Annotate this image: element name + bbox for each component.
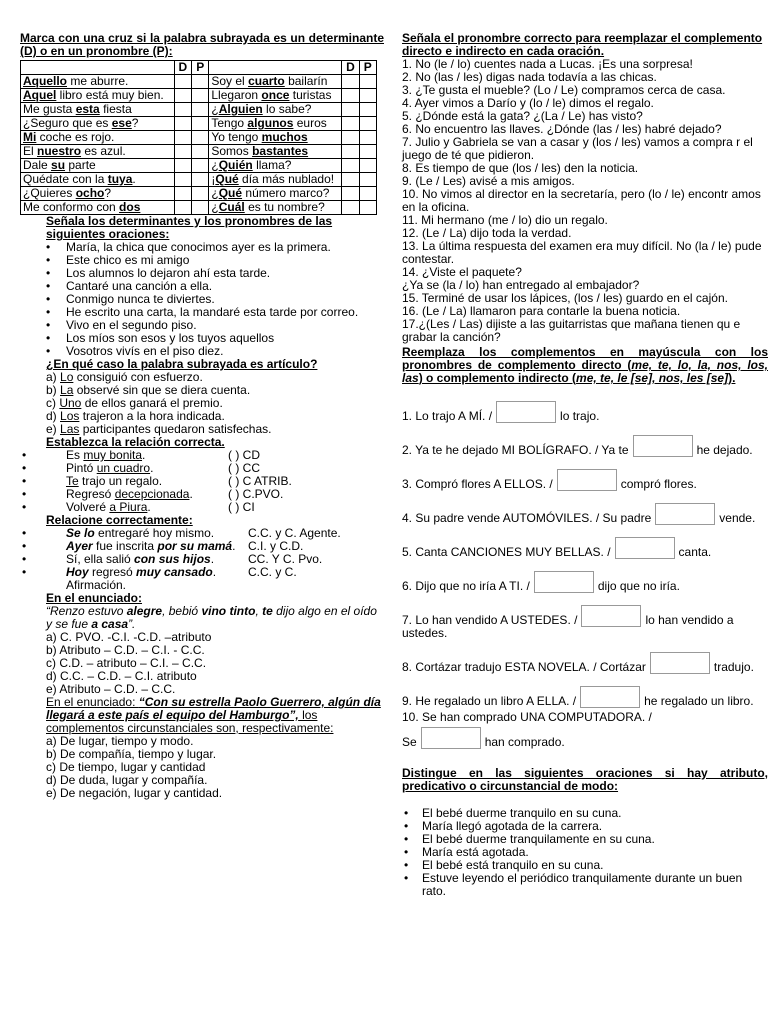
checkbox-d[interactable] <box>342 201 359 215</box>
replace-item: 5. Canta CANCIONES MUY BELLAS. / canta. <box>402 527 768 559</box>
checkbox-p[interactable] <box>359 75 376 89</box>
checkbox-p[interactable] <box>192 89 209 103</box>
match-row <box>20 566 384 579</box>
table-row <box>21 89 377 103</box>
checkbox-p[interactable] <box>359 159 376 173</box>
match-sentence: • Hoy regresó muy cansado. <box>22 565 217 579</box>
relation-sentence: • Volveré a Piura. <box>22 500 151 514</box>
checkbox-d[interactable] <box>342 89 359 103</box>
replace-item: 1. Lo trajo A MÍ. / lo trajo. <box>402 391 768 423</box>
checkbox-p[interactable] <box>192 173 209 187</box>
section-title-identify: Señala los determinantes y los pronombres de las siguientes oraciones: <box>46 214 333 241</box>
match-extra: Afirmación. <box>66 578 127 592</box>
answer-option: b) De compañía, tiempo y lugar. <box>46 747 217 761</box>
cell-sentence-a: Aquello me aburre. <box>21 75 175 89</box>
answer-option: a) C. PVO. -C.I. -C.D. –atributo <box>46 630 212 644</box>
list-item: • He escrito una carta, la mandaré esta tarde por correo. <box>20 306 384 319</box>
cell-sentence-a: Dale su parte <box>21 159 175 173</box>
exercise-item: 13. La última respuesta del examen era muy difícil. No (la / le) pude contestar. <box>402 239 762 266</box>
checkbox-d[interactable] <box>174 159 191 173</box>
list-item: • Vivo en el segundo piso. <box>20 319 384 332</box>
checkbox-p[interactable] <box>359 201 376 215</box>
relation-row <box>20 501 384 514</box>
exercise-item: 8. Es tiempo de que (los / les) den la noticia. <box>402 161 639 175</box>
answer-box[interactable] <box>496 401 556 423</box>
col-d-header: D <box>174 61 191 75</box>
checkbox-p[interactable] <box>192 103 209 117</box>
match-option: CC. Y C. Pvo. <box>248 552 323 566</box>
exercise-item: 7. Julio y Gabriela se van a casar y (los / les) vamos a compra r el juego de té que pidieron. <box>402 135 753 162</box>
cell-sentence-b: Tengo algunos euros <box>209 117 342 131</box>
checkbox-p[interactable] <box>359 173 376 187</box>
cell-sentence-b: ¿Quién llama? <box>209 159 342 173</box>
section-title-relation: Establezca la relación correcta. <box>46 435 225 449</box>
table-row <box>21 187 377 201</box>
checkbox-d[interactable] <box>174 131 191 145</box>
section-title-enunciado: En el enunciado: <box>46 591 143 605</box>
cell-sentence-b: ¡Qué día más nublado! <box>209 173 342 187</box>
right-column <box>402 32 768 898</box>
replace-item: 2. Ya te he dejado MI BOLÍGRAFO. / Ya te he dejado. <box>402 425 768 457</box>
list-item: • El bebé duerme tranquilo en su cuna. <box>402 807 768 820</box>
exercise-item: 17.¿(Les / Las) dijiste a las guitarristas que mañana tienen qu e grabar la canción? <box>402 317 741 344</box>
checkbox-d[interactable] <box>342 145 359 159</box>
checkbox-p[interactable] <box>192 117 209 131</box>
article-option: c) Uno de ellos ganará el premio. <box>46 396 223 410</box>
relation-sentence: • Es muy bonita. <box>22 448 146 462</box>
cell-sentence-b: Somos bastantes <box>209 145 342 159</box>
checkbox-p[interactable] <box>192 145 209 159</box>
left-column <box>20 32 384 800</box>
col-p-header: P <box>359 61 376 75</box>
cell-sentence-a: ¿Seguro que es ese? <box>21 117 175 131</box>
relation-list <box>20 449 384 514</box>
relation-option: ( ) CD <box>228 448 260 462</box>
match-sentence: • Se lo entregaré hoy mismo. <box>22 526 215 540</box>
cell-sentence-b: Soy el cuarto bailarín <box>209 75 342 89</box>
match-sentence: • Ayer fue inscrita por su mamá. <box>22 539 236 553</box>
checkbox-d[interactable] <box>174 145 191 159</box>
list-item: • María está agotada. <box>402 846 768 859</box>
replace-item: 9. He regalado un libro A ELLA. / he regalado un libro. <box>402 676 768 708</box>
cell-sentence-b: ¿Qué número marco? <box>209 187 342 201</box>
enunciado-2-options <box>20 735 384 800</box>
list-item: • Vosotros vivís en el piso diez. <box>20 345 384 358</box>
match-sentence: • Sí, ella salió con sus hijos. <box>22 552 215 566</box>
list-item: • María, la chica que conocimos ayer es la primera. <box>20 241 384 254</box>
section-title-distinguish: Distingue en las siguientes oraciones si hay atributo, predicativo o circunstancial de modo: <box>402 766 768 793</box>
list-item: • Estuve leyendo el periódico tranquilamente durante un buen rato. <box>402 872 768 898</box>
list-item: • Conmigo nunca te diviertes. <box>20 293 384 306</box>
cell-sentence-b: ¿Cuál es tu nombre? <box>209 201 342 215</box>
cell-sentence-a: Quédate con la tuya. <box>21 173 175 187</box>
replace-item: 6. Dijo que no iría A TI. / dijo que no iría. <box>402 561 768 593</box>
exercise-item: 11. Mi hermano (me / lo) dio un regalo. <box>402 213 608 227</box>
replace-item: 7. Lo han vendido A USTEDES. / lo han vendido a ustedes. <box>402 595 768 640</box>
exercise-item: 15. Terminé de usar los lápices, (los / les) guardo en el cajón. <box>402 291 728 305</box>
checkbox-d[interactable] <box>342 103 359 117</box>
section-title-article: ¿En qué caso la palabra subrayada es artículo? <box>46 357 318 371</box>
checkbox-d[interactable] <box>342 173 359 187</box>
exercise-item: 14. ¿Viste el paquete? <box>402 265 522 279</box>
checkbox-d[interactable] <box>174 173 191 187</box>
checkbox-d[interactable] <box>342 131 359 145</box>
checkbox-d[interactable] <box>174 187 191 201</box>
list-item: • Este chico es mi amigo <box>20 254 384 267</box>
answer-box[interactable] <box>633 435 693 457</box>
answer-option: d) C.C. – C.D. – C.I. atributo <box>46 669 197 683</box>
answer-option: d) De duda, lugar y compañía. <box>46 773 208 787</box>
checkbox-p[interactable] <box>192 131 209 145</box>
relation-option: ( ) CC <box>228 461 260 475</box>
checkbox-p[interactable] <box>192 75 209 89</box>
cell-sentence-a: ¿Quieres ocho? <box>21 187 175 201</box>
exercise-item: 3. ¿Te gusta el mueble? (Lo / Le) compramos cerca de casa. <box>402 83 726 97</box>
checkbox-d[interactable] <box>342 117 359 131</box>
cell-sentence-a: El nuestro es azul. <box>21 145 175 159</box>
table-row <box>21 117 377 131</box>
exercise-item: 6. No encuentro las llaves. ¿Dónde (las / les) habré dejado? <box>402 122 722 136</box>
cell-sentence-a: Me gusta esta fiesta <box>21 103 175 117</box>
checkbox-d[interactable] <box>174 103 191 117</box>
cell-sentence-b: Llegaron once turistas <box>209 89 342 103</box>
match-option: C.I. y C.D. <box>248 539 304 553</box>
list-item: • María llegó agotada de la carrera. <box>402 820 768 833</box>
enunciado-2 <box>20 696 384 735</box>
relation-sentence: • Pintó un cuadro. <box>22 461 154 475</box>
checkbox-d[interactable] <box>174 117 191 131</box>
table-body <box>21 75 377 215</box>
answer-box[interactable] <box>615 537 675 559</box>
answer-box[interactable] <box>580 686 640 708</box>
cell-sentence-b: ¿Alguien lo sabe? <box>209 103 342 117</box>
answer-option: b) Atributo – C.D. – C.I. - C.C. <box>46 643 205 657</box>
pronoun-exercise-list <box>402 58 768 344</box>
relation-sentence: • Te trajo un regalo. <box>22 474 163 488</box>
match-list <box>20 527 384 579</box>
section-title-determiners: Marca con una cruz si la palabra subrayada es un determinante (D) o en un pronombre (P): <box>20 31 384 58</box>
checkbox-p[interactable] <box>359 145 376 159</box>
answer-box[interactable] <box>655 503 715 525</box>
answer-box[interactable] <box>581 605 641 627</box>
match-option: C.C. y C. <box>248 565 297 579</box>
table-row <box>21 201 377 215</box>
answer-option: e) Atributo – C.D. – C.C. <box>46 682 176 696</box>
sentence-list <box>20 241 384 358</box>
enunciado-2-lead: En el enunciado: <box>46 695 139 709</box>
checkbox-d[interactable] <box>342 75 359 89</box>
exercise-item: 10. No vimos al director en la secretaría, pero (lo / le) encontr amos en la oficina. <box>402 187 761 214</box>
enunciado-2-tail: los complementos circunstanciales son, respectivamente: <box>46 708 334 735</box>
checkbox-p[interactable] <box>359 131 376 145</box>
replace-item-10-answer: Se han comprado. <box>402 726 768 749</box>
replace-item: 3. Compró flores A ELLOS. / compró flores. <box>402 459 768 491</box>
table-row <box>21 103 377 117</box>
exercise-item: 1. No (le / lo) cuentes nada a Lucas. ¡Es una sorpresa! <box>402 57 693 71</box>
cell-sentence-a: Aquel libro está muy bien. <box>21 89 175 103</box>
list-item: • Los alumnos lo dejaron ahí esta tarde. <box>20 267 384 280</box>
checkbox-d[interactable] <box>174 201 191 215</box>
list-item: • Cantaré una canción a ella. <box>20 280 384 293</box>
relation-option: ( ) C ATRIB. <box>228 474 292 488</box>
section-title-pronoun-replace: Señala el pronombre correcto para reemplazar el complemento directo e indirecto en cada oración. <box>402 31 763 58</box>
relation-option: ( ) C.PVO. <box>228 487 284 501</box>
list-item: • Los míos son esos y los tuyos aquellos <box>20 332 384 345</box>
determiner-pronoun-table <box>20 60 377 215</box>
replace-exercise-list <box>402 391 768 708</box>
article-option: a) Lo consiguió con esfuerzo. <box>46 370 203 384</box>
article-option: b) La observé sin que se diera cuenta. <box>46 383 251 397</box>
checkbox-d[interactable] <box>174 89 191 103</box>
cell-sentence-a: Mi coche es rojo. <box>21 131 175 145</box>
answer-box[interactable] <box>534 571 594 593</box>
col-d-header: D <box>342 61 359 75</box>
checkbox-p[interactable] <box>192 159 209 173</box>
table-row <box>21 131 377 145</box>
cell-sentence-b: Yo tengo muchos <box>209 131 342 145</box>
section-title-match: Relacione correctamente: <box>46 513 193 527</box>
checkbox-p[interactable] <box>359 187 376 201</box>
enunciado-quote: “Renzo estuvo alegre, bebió vino tinto, te dijo algo en el oído y se fue a casa”. <box>46 604 377 631</box>
exercise-item: 12. (Le / La) dijo toda la verdad. <box>402 226 572 240</box>
cell-sentence-a: Me conformo con dos <box>21 201 175 215</box>
list-item: • El bebé está tranquilo en su cuna. <box>402 859 768 872</box>
table-row <box>21 145 377 159</box>
checkbox-p[interactable] <box>192 201 209 215</box>
table-row <box>21 159 377 173</box>
checkbox-d[interactable] <box>342 187 359 201</box>
article-option: d) Los trajeron a la hora indicada. <box>46 409 225 423</box>
exercise-item: 9. (Le / Les) avisé a mis amigos. <box>402 174 575 188</box>
checkbox-p[interactable] <box>359 89 376 103</box>
answer-box[interactable] <box>650 652 710 674</box>
answer-box[interactable] <box>557 469 617 491</box>
enunciado-options <box>20 631 384 696</box>
exercise-item: ¿Ya se (la / lo) han entregado al embajador? <box>402 278 640 292</box>
article-options <box>20 371 384 436</box>
enunciado-2-quote: “Con su estrella Paolo Guerrero, algún día llegará a este país el equipo del Hamburgo”, <box>46 695 381 722</box>
checkbox-d[interactable] <box>342 159 359 173</box>
list-item: • El bebé duerme tranquilamente en su cuna. <box>402 833 768 846</box>
relation-sentence: • Regresó decepcionada. <box>22 487 193 501</box>
table-header-row <box>21 61 377 75</box>
col-p-header: P <box>192 61 209 75</box>
answer-option: c) De tiempo, lugar y cantidad <box>46 760 206 774</box>
exercise-item: 16. (Le / La) llamaron para contarle la buena noticia. <box>402 304 681 318</box>
answer-box[interactable] <box>421 727 481 749</box>
answer-option: c) C.D. – atributo – C.I. – C.C. <box>46 656 207 670</box>
checkbox-p[interactable] <box>359 117 376 131</box>
distinguish-list <box>402 807 768 898</box>
replace-item: 8. Cortázar tradujo ESTA NOVELA. / Cortázar tradujo. <box>402 642 768 674</box>
match-option: C.C. y C. Agente. <box>248 526 341 540</box>
replace-item-10: 10. Se han comprado UNA COMPUTADORA. / <box>402 710 652 724</box>
replace-item: 4. Su padre vende AUTOMÓVILES. / Su padre vende. <box>402 493 768 525</box>
checkbox-p[interactable] <box>359 103 376 117</box>
answer-option: a) De lugar, tiempo y modo. <box>46 734 194 748</box>
article-option: e) Las participantes quedaron satisfechas. <box>46 422 272 436</box>
answer-option: e) De negación, lugar y cantidad. <box>46 786 223 800</box>
exercise-item: 5. ¿Dónde está la gata? ¿(La / Le) has visto? <box>402 109 643 123</box>
checkbox-p[interactable] <box>192 187 209 201</box>
section-title-complements: Reemplaza los complementos en mayúscula con los pronombres de complemento directo (me, te, lo, la, nos, los, las) o complemento indirecto (me, te, le [se], nos, les [se]). <box>402 345 768 385</box>
exercise-item: 4. Ayer vimos a Darío y (lo / le) dimos el regalo. <box>402 96 654 110</box>
checkbox-d[interactable] <box>174 75 191 89</box>
exercise-item: 2. No (las / les) digas nada todavía a las chicas. <box>402 70 657 84</box>
table-row <box>21 75 377 89</box>
relation-option: ( ) CI <box>228 500 255 514</box>
table-row <box>21 173 377 187</box>
